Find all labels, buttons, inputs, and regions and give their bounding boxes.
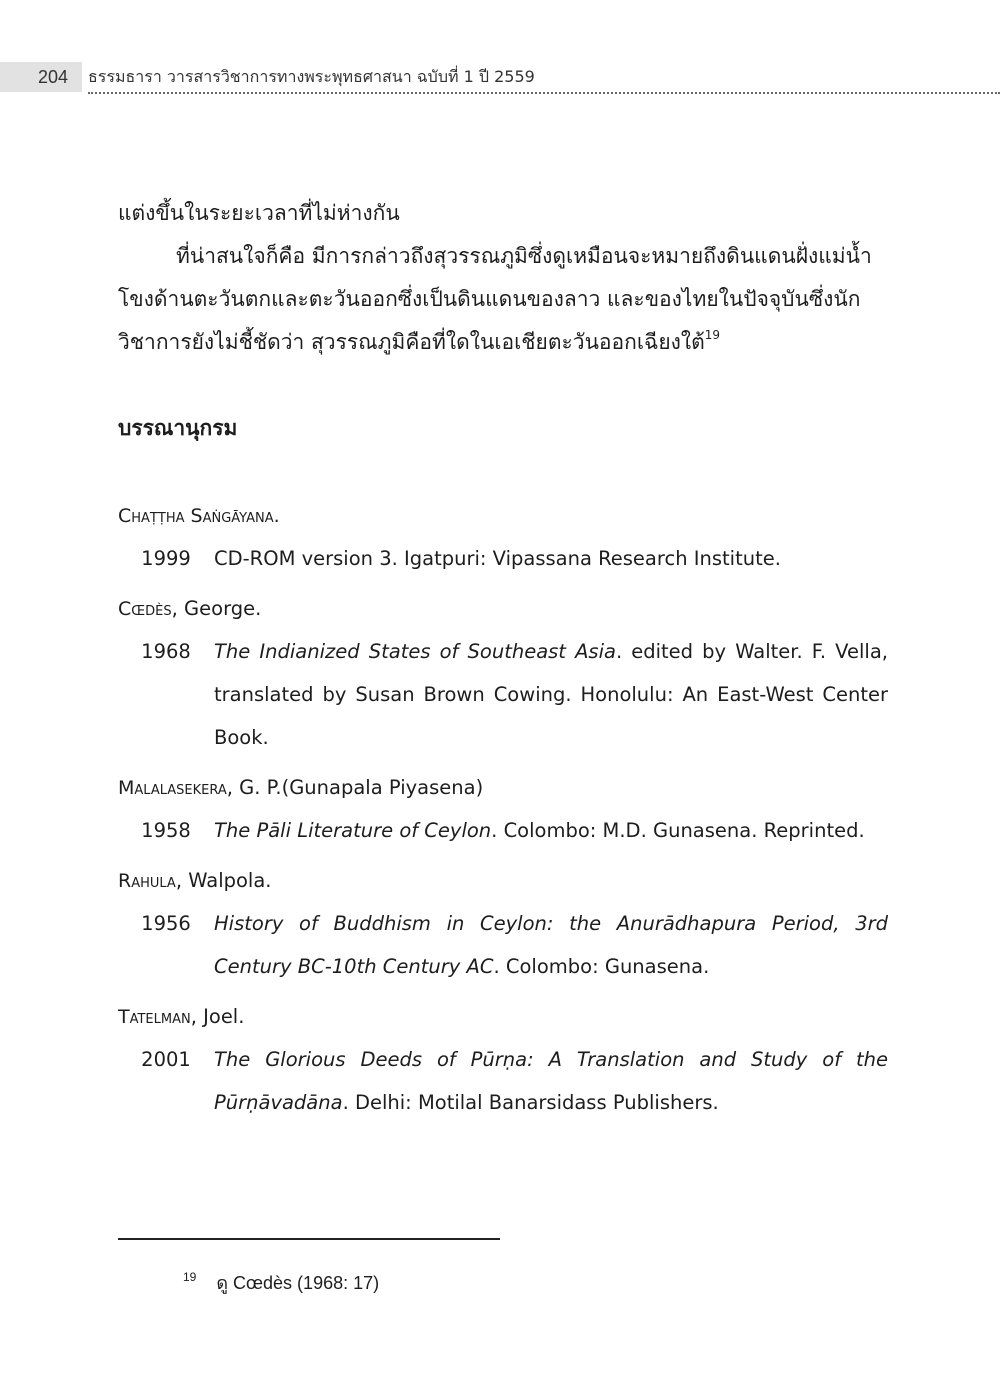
author-surname: Malalasekera [118, 777, 227, 799]
footnote [183, 1268, 379, 1297]
bib-author [118, 588, 888, 630]
bib-title: The Pāli Literature of Ceylon [214, 819, 492, 842]
bib-citation [214, 902, 888, 988]
bib-author [118, 495, 888, 537]
bib-author [118, 996, 888, 1038]
running-header [0, 62, 1000, 92]
bib-citation [214, 537, 888, 580]
author-given: , Joel. [190, 1005, 245, 1028]
bib-year: 1999 [141, 547, 191, 570]
bib-entry [118, 996, 888, 1124]
bib-record [118, 1038, 888, 1124]
bib-author [118, 767, 888, 809]
bib-year: 1958 [141, 819, 191, 842]
bib-entry [118, 495, 888, 580]
paragraph-text: ที่น่าสนใจก็คือ มีการกล่าวถึงสุวรรณภูมิซึ่งดูเหมือนจะหมายถึงดินแดนฝั่งแม่น้ำโขงด้านตะวันตกและตะวันออกซึ่งเป็นดินแดนของลาว และของไทยในปัจจุบันซึ่งนักวิชาการยังไม่ชี้ชัดว่า สุวรรณภูมิคือที่ใดในเอเชียตะวันออกเฉียงใต้ [118, 244, 872, 354]
author-surname: Chaṭṭha Saṅgāyana. [118, 505, 280, 527]
bibliography-heading: บรรณานุกรม [118, 416, 238, 440]
author-surname: Rahula [118, 870, 176, 892]
bib-details: CD-ROM version 3. Igatpuri: Vipassana Research Institute. [214, 547, 781, 570]
bib-citation [214, 809, 888, 852]
bib-title: History of Buddhism in Ceylon: the Anurādhapura Period, 3rd Century BC-10th Century AC [214, 912, 888, 978]
footnote-rule [118, 1238, 500, 1240]
running-title: ธรรมธารา วารสารวิชาการทางพระพุทธศาสนา ฉบับที่ 1 ปี 2559 [88, 66, 1000, 94]
bib-author [118, 860, 888, 902]
paragraph-continuation: แต่งขึ้นในระยะเวลาที่ไม่ห่างกัน [118, 201, 400, 225]
bib-details: . Colombo: M.D. Gunasena. Reprinted. [491, 819, 865, 842]
footnote-reference[interactable]: 19 [704, 328, 721, 342]
bib-details: . edited by Walter. F. Vella, translated by Susan Brown Cowing. Honolulu: An East-West Center Book. [214, 640, 888, 749]
author-given: , George. [171, 597, 262, 620]
bib-year: 1956 [141, 912, 191, 935]
bib-year: 2001 [141, 1048, 191, 1071]
author-given: , Walpola. [175, 869, 272, 892]
footnote-text: ดู Cœdès (1968: 17) [216, 1273, 380, 1293]
author-given: , G. P.(Gunapala Piyasena) [226, 776, 484, 799]
bib-details: . Colombo: Gunasena. [493, 955, 710, 978]
bib-record [118, 809, 888, 852]
bib-citation [214, 1038, 888, 1124]
bib-record [118, 902, 888, 988]
bib-record [118, 630, 888, 759]
bib-title: The Indianized States of Southeast Asia [214, 640, 616, 663]
bib-entry [118, 588, 888, 759]
bib-title: The Glorious Deeds of Pūrṇa: A Translation and Study of the Pūrṇāvadāna [214, 1048, 888, 1114]
bib-entry [118, 767, 888, 852]
author-surname: Cœdès [118, 598, 172, 620]
bib-details: . Delhi: Motilal Banarsidass Publishers. [342, 1091, 719, 1114]
footnote-number: 19 [183, 1270, 197, 1284]
body-text [118, 192, 888, 364]
author-surname: Tatelman [118, 1006, 191, 1028]
bib-record [118, 537, 888, 580]
bib-entry [118, 860, 888, 988]
bib-year: 1968 [141, 640, 191, 663]
paragraph-suvarnabhumi [118, 235, 888, 364]
bib-citation [214, 630, 888, 759]
bibliography-list [118, 495, 888, 1132]
page-number: 204 [0, 62, 82, 92]
